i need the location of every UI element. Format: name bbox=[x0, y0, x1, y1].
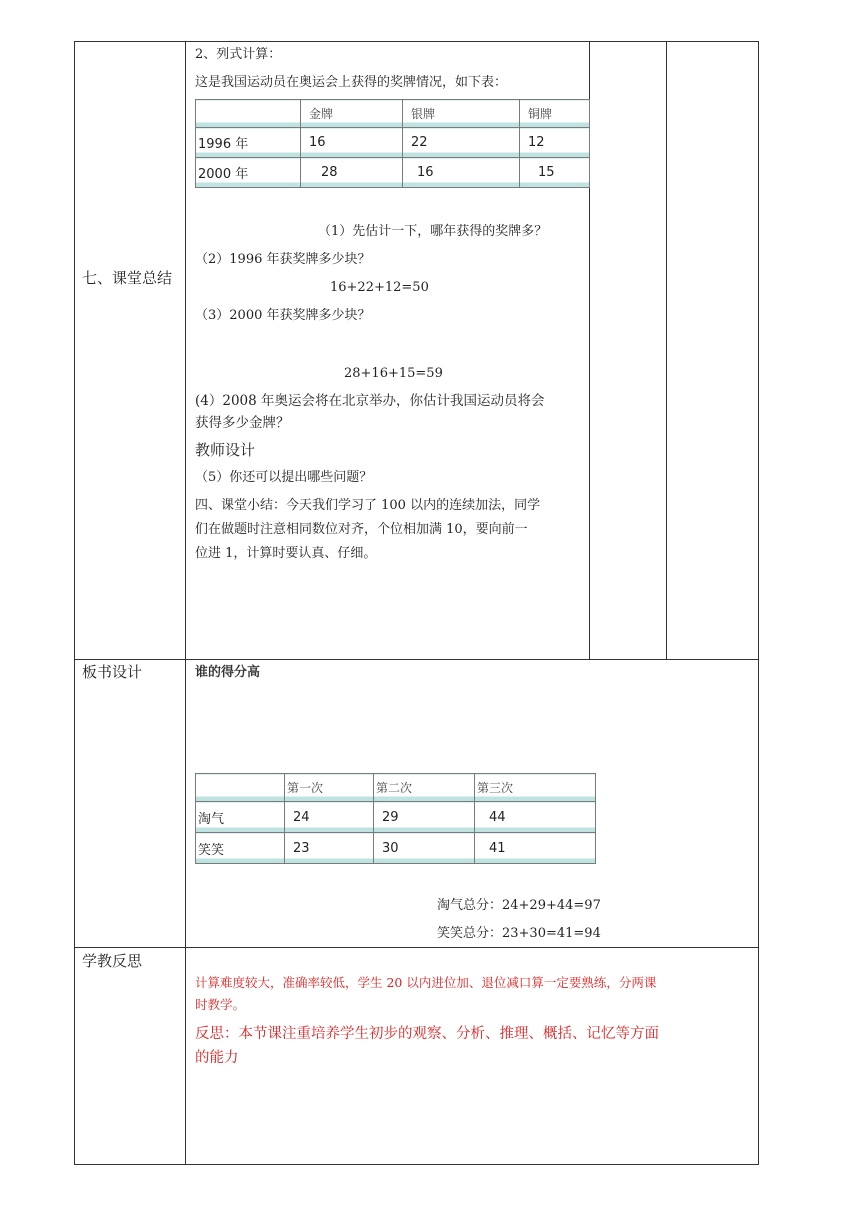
conclusion-line3: 位进 1，计算时要认真、仔细。 bbox=[195, 546, 377, 561]
medal-table bbox=[195, 99, 590, 188]
reflection-line3: 反思：本节课注重培养学生初步的观察、分析、推理、概括、记忆等方面 bbox=[195, 1026, 659, 1042]
table-row bbox=[196, 802, 596, 833]
table-cell: 22 bbox=[403, 128, 520, 158]
equation-2: 28+16+15=59 bbox=[344, 366, 443, 381]
table-header-cell: 第一次 bbox=[285, 774, 374, 802]
question-3: （3）2000 年获奖牌多少块？ bbox=[195, 308, 371, 323]
question-2: （2）1996 年获奖牌多少块？ bbox=[195, 252, 371, 267]
teacher-design-heading: 教师设计 bbox=[195, 441, 256, 459]
section-label-summary: 七、课堂总结 bbox=[82, 269, 173, 287]
frame-left bbox=[74, 41, 75, 1165]
table-cell: 2000 年 bbox=[196, 158, 301, 188]
table-header-cell bbox=[196, 774, 285, 802]
table-header-cell: 第三次 bbox=[475, 774, 596, 802]
reflection-line4: 的能力 bbox=[195, 1050, 239, 1066]
score-table bbox=[195, 773, 596, 864]
table-cell: 16 bbox=[403, 158, 520, 188]
equation-1: 16+22+12=50 bbox=[330, 280, 429, 295]
table-row bbox=[196, 833, 596, 864]
reflection-line2: 时教学。 bbox=[195, 997, 246, 1012]
table-cell: 30 bbox=[374, 833, 475, 864]
frame-right bbox=[758, 41, 759, 1165]
frame-top bbox=[74, 41, 759, 42]
table-row bbox=[196, 158, 590, 188]
table-header-cell: 铜牌 bbox=[520, 100, 590, 128]
reflection-line1: 计算难度较大，准确率较低，学生 20 以内进位加、退位减口算一定要熟练，分两课 bbox=[195, 975, 657, 990]
table-cell: 16 bbox=[301, 128, 403, 158]
table-header-cell: 第二次 bbox=[374, 774, 475, 802]
row-divider-1 bbox=[74, 659, 759, 660]
question-4-line1: (4）2008 年奥运会将在北京举办，你估计我国运动员将会 bbox=[195, 393, 545, 409]
table-cell: 23 bbox=[285, 833, 374, 864]
table-cell: 29 bbox=[374, 802, 475, 833]
table-row bbox=[196, 100, 590, 128]
board-title: 谁的得分高 bbox=[195, 665, 261, 680]
conclusion-line2: 们在做题时注意相同数位对齐，个位相加满 10，要向前一 bbox=[195, 522, 528, 537]
table-cell: 24 bbox=[285, 802, 374, 833]
total-xiaoxiao: 笑笑总分：23+30=41=94 bbox=[437, 926, 601, 941]
table-header-cell: 银牌 bbox=[403, 100, 520, 128]
label-column-divider bbox=[185, 41, 186, 1165]
frame-bottom bbox=[74, 1164, 759, 1165]
row-divider-2 bbox=[74, 947, 759, 948]
question-4-line2: 获得多少金牌？ bbox=[195, 415, 290, 431]
conclusion-line1: 四、课堂小结：今天我们学习了 100 以内的连续加法，同学 bbox=[195, 498, 541, 513]
table-row bbox=[196, 128, 590, 158]
column-divider-2 bbox=[666, 41, 667, 659]
table-header-cell bbox=[196, 100, 301, 128]
table-cell: 44 bbox=[475, 802, 596, 833]
table-cell: 15 bbox=[520, 158, 590, 188]
table-header-cell: 金牌 bbox=[301, 100, 403, 128]
table-cell: 淘气 bbox=[196, 802, 285, 833]
table-cell: 1996 年 bbox=[196, 128, 301, 158]
table-row bbox=[196, 774, 596, 802]
total-taoqi: 淘气总分：24+29+44=97 bbox=[437, 898, 601, 913]
table-cell: 12 bbox=[520, 128, 590, 158]
section-label-board: 板书设计 bbox=[82, 663, 143, 681]
item2-title: 2、列式计算： bbox=[195, 47, 282, 62]
table-cell: 笑笑 bbox=[196, 833, 285, 864]
medal-intro: 这是我国运动员在奥运会上获得的奖牌情况，如下表： bbox=[195, 75, 508, 90]
section-label-reflection: 学教反思 bbox=[82, 952, 143, 970]
question-5: （5）你还可以提出哪些问题？ bbox=[195, 470, 373, 485]
table-cell: 28 bbox=[301, 158, 403, 188]
question-1: （1）先估计一下，哪年获得的奖牌多？ bbox=[318, 224, 548, 239]
table-cell: 41 bbox=[475, 833, 596, 864]
